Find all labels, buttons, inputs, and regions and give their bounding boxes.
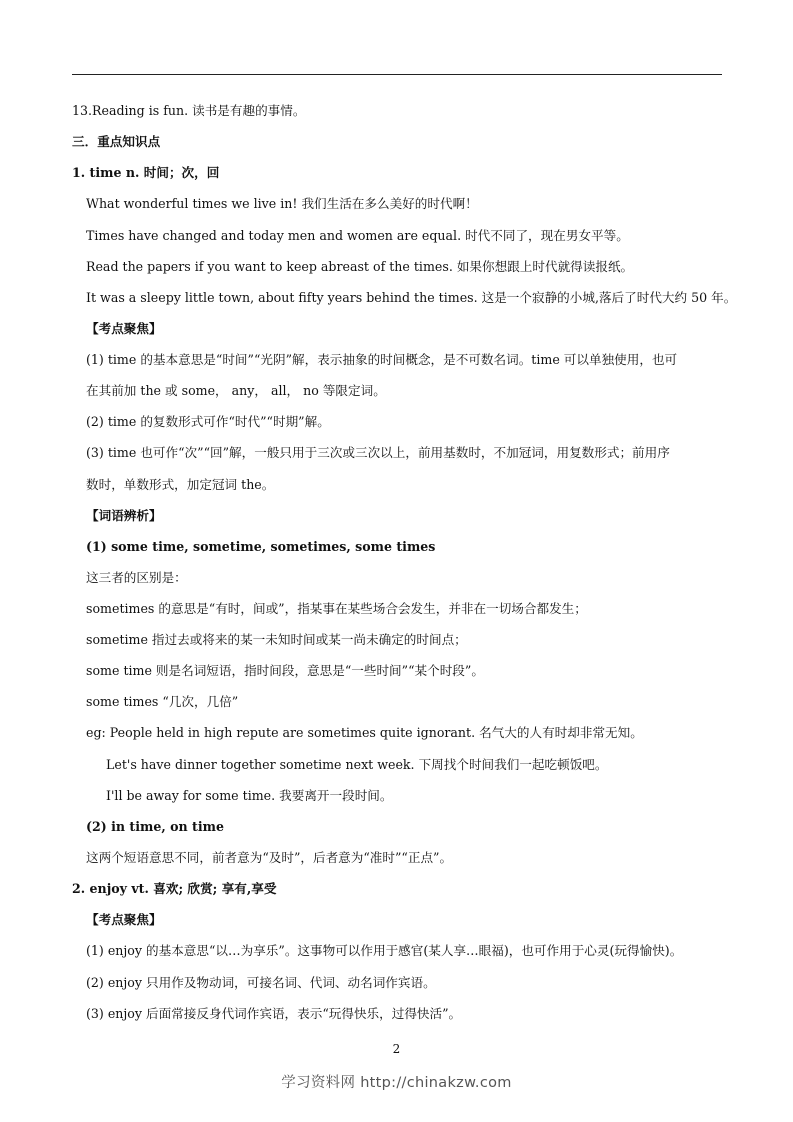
note-line: (1) enjoy 的基本意思“以…为享乐”。这事物可以作用于感官(某人享…眼福)，也可作用于心灵(玩得愉快)。 — [86, 943, 683, 958]
subheading-focus: 【考点聚焦】 — [86, 912, 162, 927]
example-line: Let's have dinner together sometime next week. 下周找个时间我们一起吃顿饭吧。 — [106, 757, 608, 772]
note-line: 这两个短语意思不同，前者意为“及时”，后者意为“准时”“正点”。 — [86, 850, 453, 865]
page-number: 2 — [392, 1042, 401, 1056]
subheading-focus: 【考点聚焦】 — [86, 321, 162, 336]
note-line: some times “几次，几倍” — [86, 694, 239, 709]
example-line: I'll be away for some time. 我要离开一段时间。 — [106, 788, 393, 803]
entry-heading-time: 1. time n. 时间；次，回 — [72, 165, 220, 180]
note-line: sometime 指过去或将来的某一未知时间或某一尚未确定的时间点； — [86, 632, 467, 647]
subheading-analysis: 【词语辨析】 — [86, 508, 162, 523]
note-line: (3) time 也可作“次”“回”解，一般只用于三次或三次以上，前用基数时，不加冠词，用复数形式；前用序 — [86, 445, 670, 460]
footer-watermark: 学习资料网 http://chinakzw.com — [281, 1075, 512, 1091]
analysis-heading: (1) some time, sometime, sometimes, some times — [86, 539, 436, 554]
note-line: 这三者的区别是： — [86, 570, 187, 585]
note-line: some time 则是名词短语，指时间段，意思是“一些时间”“某个时段”。 — [86, 663, 484, 678]
example-line: What wonderful times we live in! 我们生活在多么美好的时代啊！ — [86, 196, 478, 211]
example-line: eg: People held in high repute are sometimes quite ignorant. 名气大的人有时却非常无知。 — [86, 725, 643, 740]
section-heading-key-points: 三．重点知识点 — [72, 134, 161, 149]
header-rule — [72, 74, 722, 75]
example-line: Times have changed and today men and women are equal. 时代不同了，现在男女平等。 — [86, 228, 629, 243]
note-line: sometimes 的意思是“有时，间或”，指某事在某些场合会发生，并非在一切场合都发生； — [86, 601, 587, 616]
note-line: (2) enjoy 只用作及物动词，可接名词、代词、动名词作宾语。 — [86, 975, 436, 990]
example-line: It was a sleepy little town, about fifty years behind the times. 这是一个寂静的小城,落后了时代大约 50 年。 — [86, 290, 737, 305]
note-line: (2) time 的复数形式可作“时代”“时期”解。 — [86, 414, 330, 429]
note-line: 数时，单数形式，加定冠词 the。 — [86, 477, 275, 492]
note-line: 在其前加 the 或 some， any， all， no 等限定词。 — [86, 383, 386, 398]
example-line: Read the papers if you want to keep abreast of the times. 如果你想跟上时代就得读报纸。 — [86, 259, 634, 274]
sentence-13: 13.Reading is fun. 读书是有趣的事情。 — [72, 103, 306, 118]
note-line: (3) enjoy 后面常接反身代词作宾语，表示“玩得快乐，过得快活”。 — [86, 1006, 462, 1021]
entry-heading-enjoy: 2. enjoy vt. 喜欢; 欣赏; 享有,享受 — [72, 881, 277, 896]
note-line: (1) time 的基本意思是“时间”“光阴”解，表示抽象的时间概念，是不可数名词。time 可以单独使用，也可 — [86, 352, 678, 367]
analysis-heading: (2) in time, on time — [86, 819, 224, 834]
